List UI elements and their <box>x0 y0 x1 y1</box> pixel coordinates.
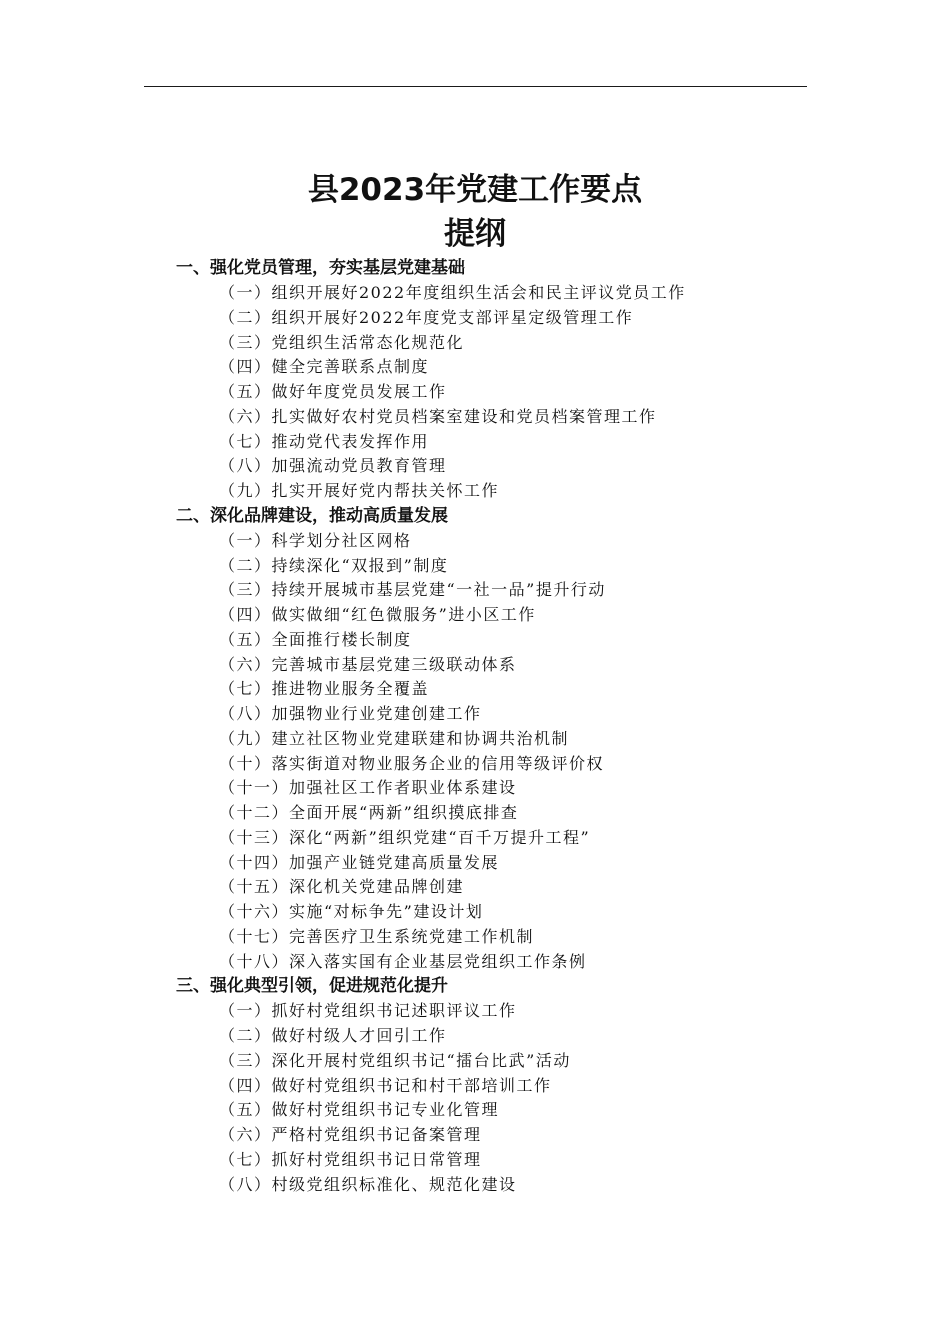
list-item: （四）健全完善联系点制度 <box>219 357 430 377</box>
list-item: （六）扎实做好农村党员档案室建设和党员档案管理工作 <box>219 406 657 426</box>
list-item: （八）加强流动党员教育管理 <box>219 456 447 476</box>
list-item: （七）推动党代表发挥作用 <box>219 431 430 451</box>
list-item: （三）深化开展村党组织书记“擂台比武”活动 <box>219 1050 571 1070</box>
list-item: （六）严格村党组织书记备案管理 <box>219 1125 482 1144</box>
list-item: （十四）加强产业链党建高质量发展 <box>219 852 500 872</box>
list-item: （十一）加强社区工作者职业体系建设 <box>219 778 517 798</box>
section-heading: 二、深化品牌建设，推动高质量发展 <box>176 505 448 526</box>
list-item: （四）做好村党组织书记和村干部培训工作 <box>219 1075 552 1095</box>
outline <box>0 256 950 1197</box>
list-item: （三）持续开展城市基层党建“一社一品”提升行动 <box>219 580 606 600</box>
list-item: （一）科学划分社区网格 <box>219 530 412 550</box>
list-item: （一）组织开展好2022年度组织生活会和民主评议党员工作 <box>219 283 686 302</box>
list-item: （十八）深入落实国有企业基层党组织工作条例 <box>219 951 587 971</box>
list-item: （六）完善城市基层党建三级联动体系 <box>219 654 517 674</box>
list-item: （一）抓好村党组织书记述职评议工作 <box>219 1001 517 1021</box>
document-subtitle: 提纲 <box>444 216 506 252</box>
list-item: （九）建立社区物业党建联建和协调共治机制 <box>219 728 570 748</box>
list-item: （九）扎实开展好党内帮扶关怀工作 <box>219 481 500 500</box>
header-rule <box>144 86 807 87</box>
list-item: （七）抓好村党组织书记日常管理 <box>219 1149 482 1169</box>
list-item: （十五）深化机关党建品牌创建 <box>219 877 465 897</box>
list-item: （二）做好村级人才回引工作 <box>219 1026 447 1045</box>
list-item: （十二）全面开展“两新”组织摸底排查 <box>219 803 519 822</box>
list-item: （五）做好年度党员发展工作 <box>219 382 447 401</box>
section-heading: 三、强化典型引领，促进规范化提升 <box>176 976 448 997</box>
section-heading: 一、强化党员管理，夯实基层党建基础 <box>176 258 465 278</box>
list-item: （五）做好村党组织书记专业化管理 <box>219 1100 500 1120</box>
list-item: （十七）完善医疗卫生系统党建工作机制 <box>219 926 535 946</box>
document-title: 县2023年党建工作要点 <box>307 172 643 208</box>
list-item: （十六）实施“对标争先”建设计划 <box>219 902 484 921</box>
section-1 <box>0 256 950 504</box>
list-item: （八）村级党组织标准化、规范化建设 <box>219 1174 517 1194</box>
list-item: （三）党组织生活常态化规范化 <box>219 332 465 352</box>
list-item: （五）全面推行楼长制度 <box>219 629 412 649</box>
list-item: （八）加强物业行业党建创建工作 <box>219 704 482 723</box>
list-item: （四）做实做细“红色微服务”进小区工作 <box>219 605 536 624</box>
list-item: （二）持续深化“双报到”制度 <box>219 555 449 575</box>
section-3 <box>0 974 950 1197</box>
list-item: （二）组织开展好2022年度党支部评星定级管理工作 <box>219 307 634 327</box>
list-item: （十）落实街道对物业服务企业的信用等级评价权 <box>219 753 605 773</box>
list-item: （十三）深化“两新”组织党建“百千万提升工程” <box>219 827 591 847</box>
section-2 <box>0 504 950 975</box>
list-item: （七）推进物业服务全覆盖 <box>219 679 430 699</box>
